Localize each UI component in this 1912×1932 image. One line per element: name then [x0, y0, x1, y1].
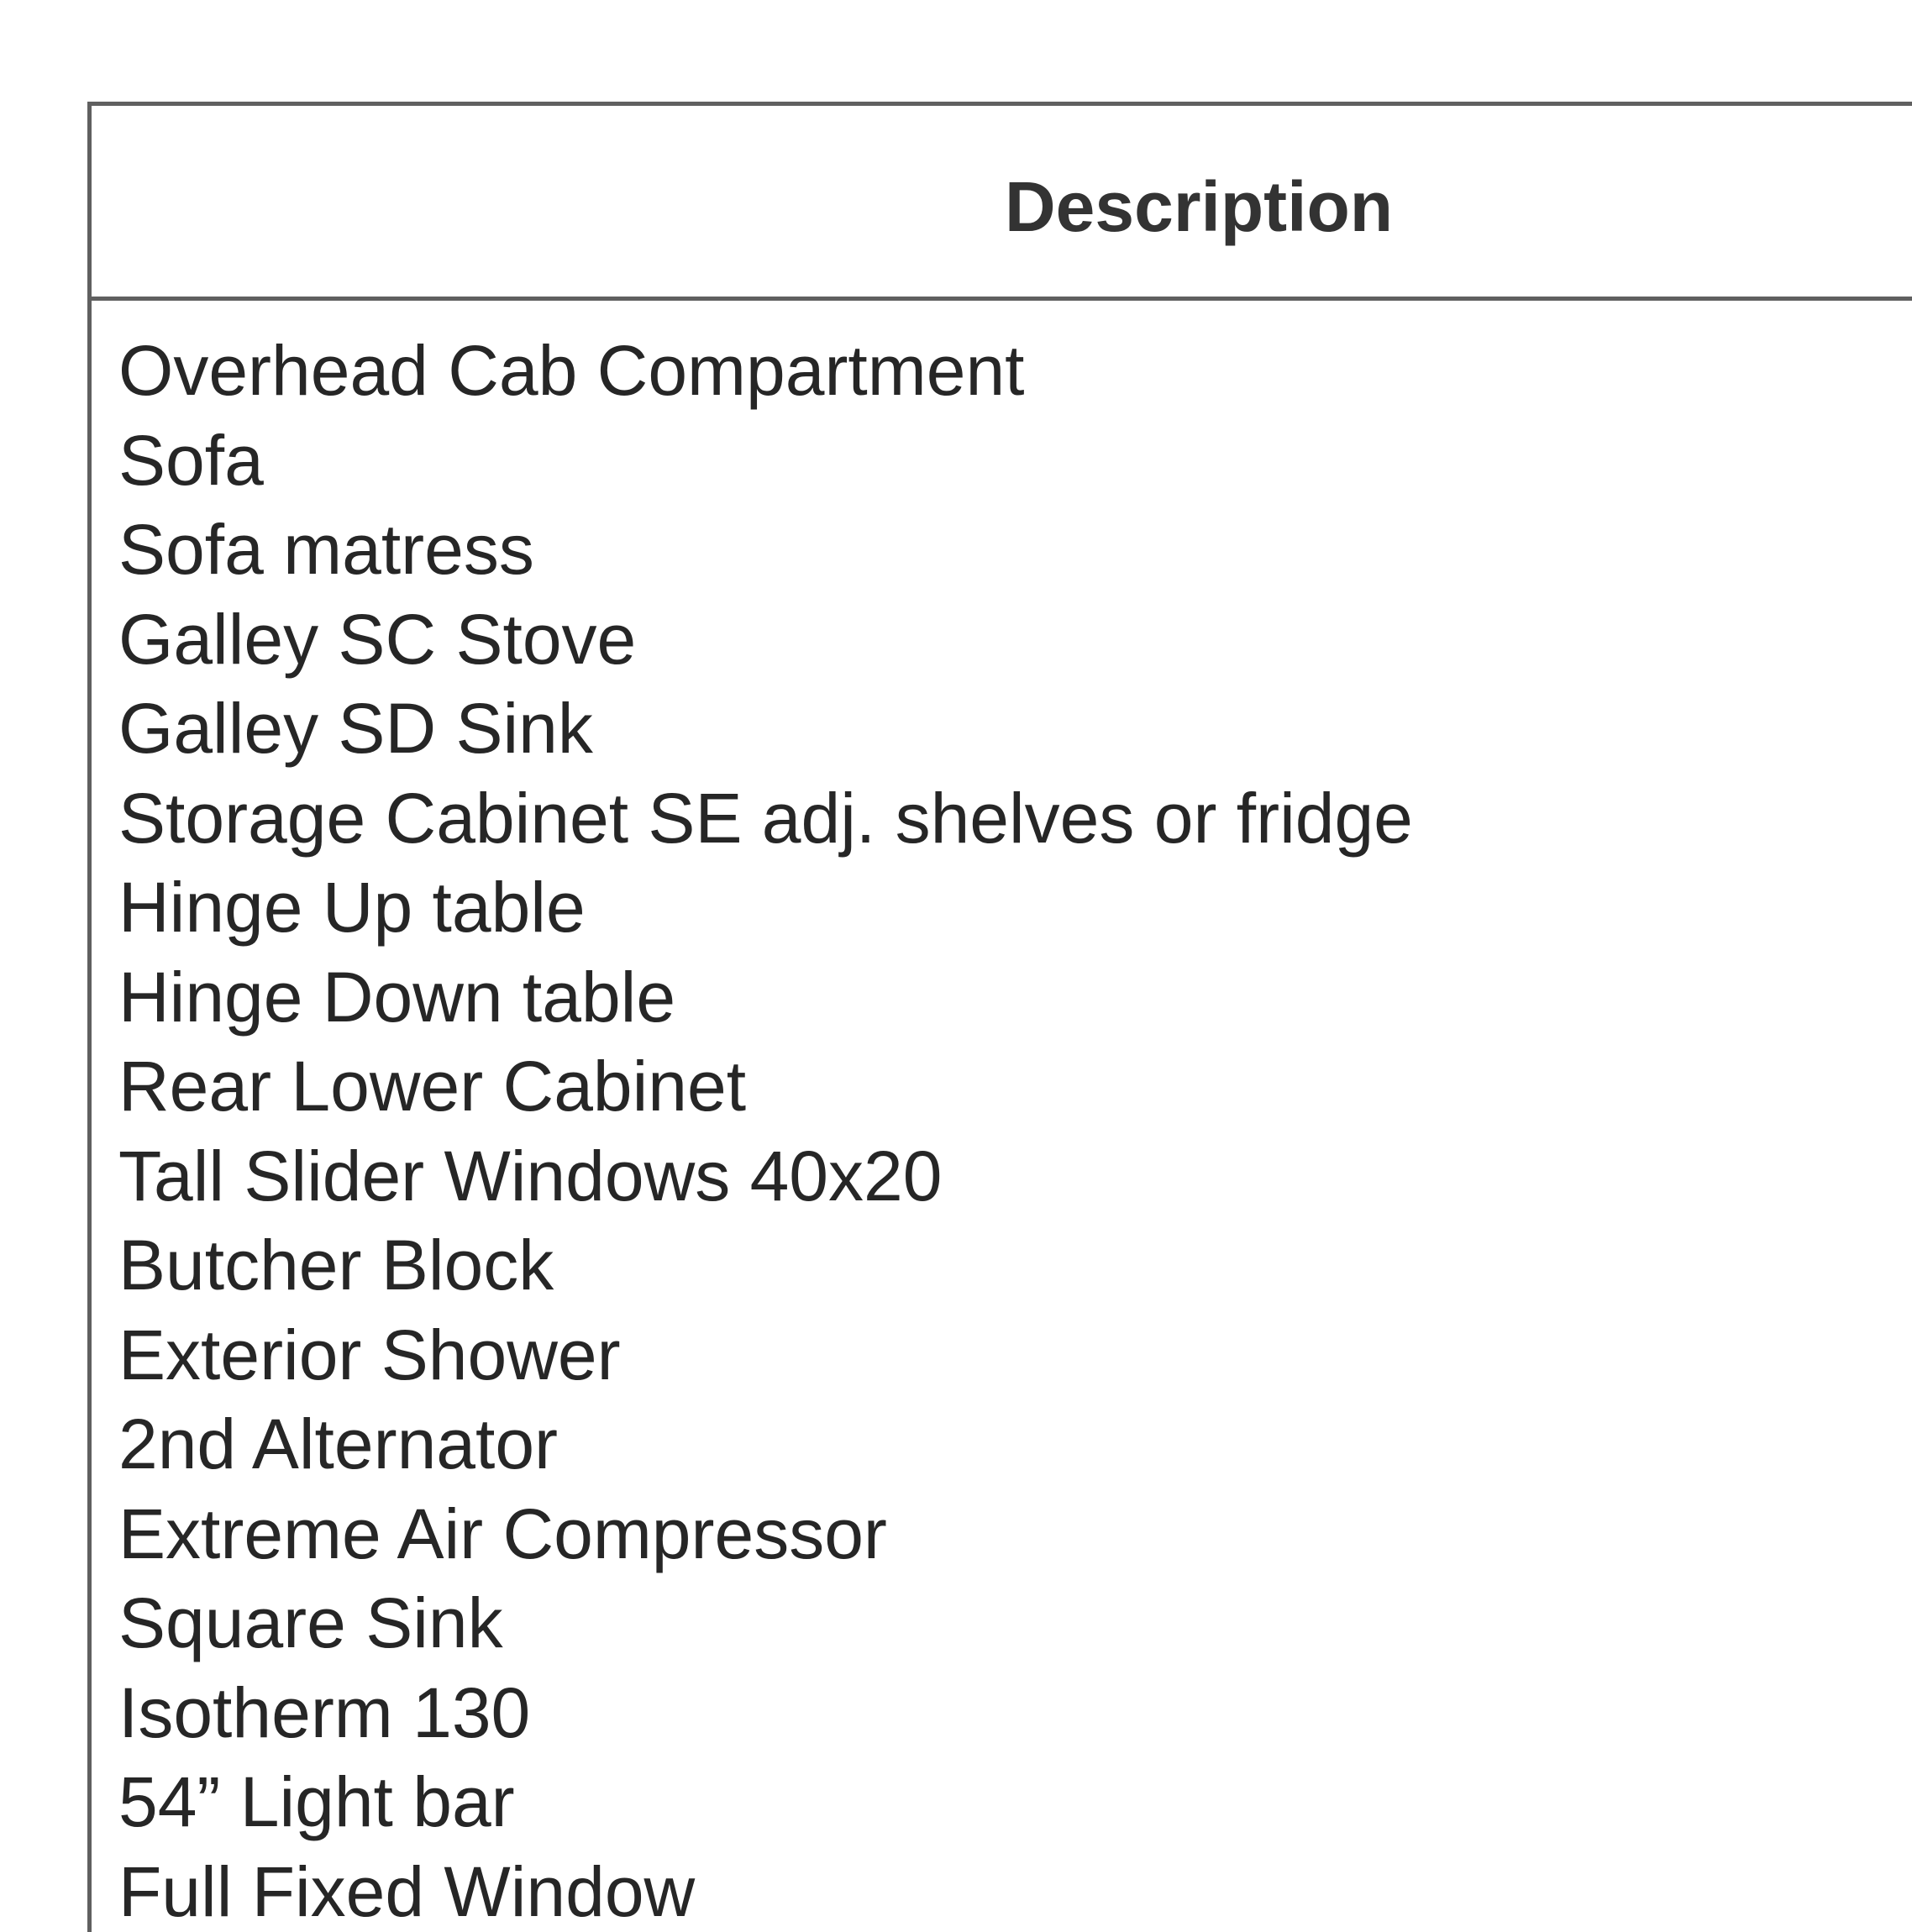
description-list — [118, 326, 1413, 1932]
list-item: Sofa matress — [118, 510, 534, 589]
list-item: Square Sink — [118, 1583, 503, 1662]
list-item: Butcher Block — [118, 1226, 554, 1305]
description-table — [87, 102, 1912, 1932]
list-item: Extreme Air Compressor — [118, 1494, 887, 1573]
column-header-description: Description — [1005, 167, 1394, 246]
table-header-row — [92, 106, 1912, 301]
list-item: Isotherm 130 — [118, 1672, 531, 1752]
list-item: Overhead Cab Compartment — [118, 331, 1025, 410]
list-item: Rear Lower Cabinet — [118, 1047, 747, 1126]
list-item: 2nd Alternator — [118, 1404, 559, 1483]
list-item: 54” Light bar — [118, 1762, 515, 1841]
list-item: Galley SD Sink — [118, 689, 593, 768]
list-item: Full Fixed Window — [118, 1851, 696, 1931]
list-item: Tall Slider Windows 40x20 — [118, 1136, 943, 1215]
list-item: Hinge Up table — [118, 868, 586, 947]
list-item: Exterior Shower — [118, 1315, 621, 1394]
list-item: Hinge Down table — [118, 957, 676, 1037]
list-item: Sofa — [118, 420, 264, 500]
list-item: Galley SC Stove — [118, 599, 637, 679]
list-item: Storage Cabinet SE adj. shelves or fridge — [118, 778, 1413, 858]
